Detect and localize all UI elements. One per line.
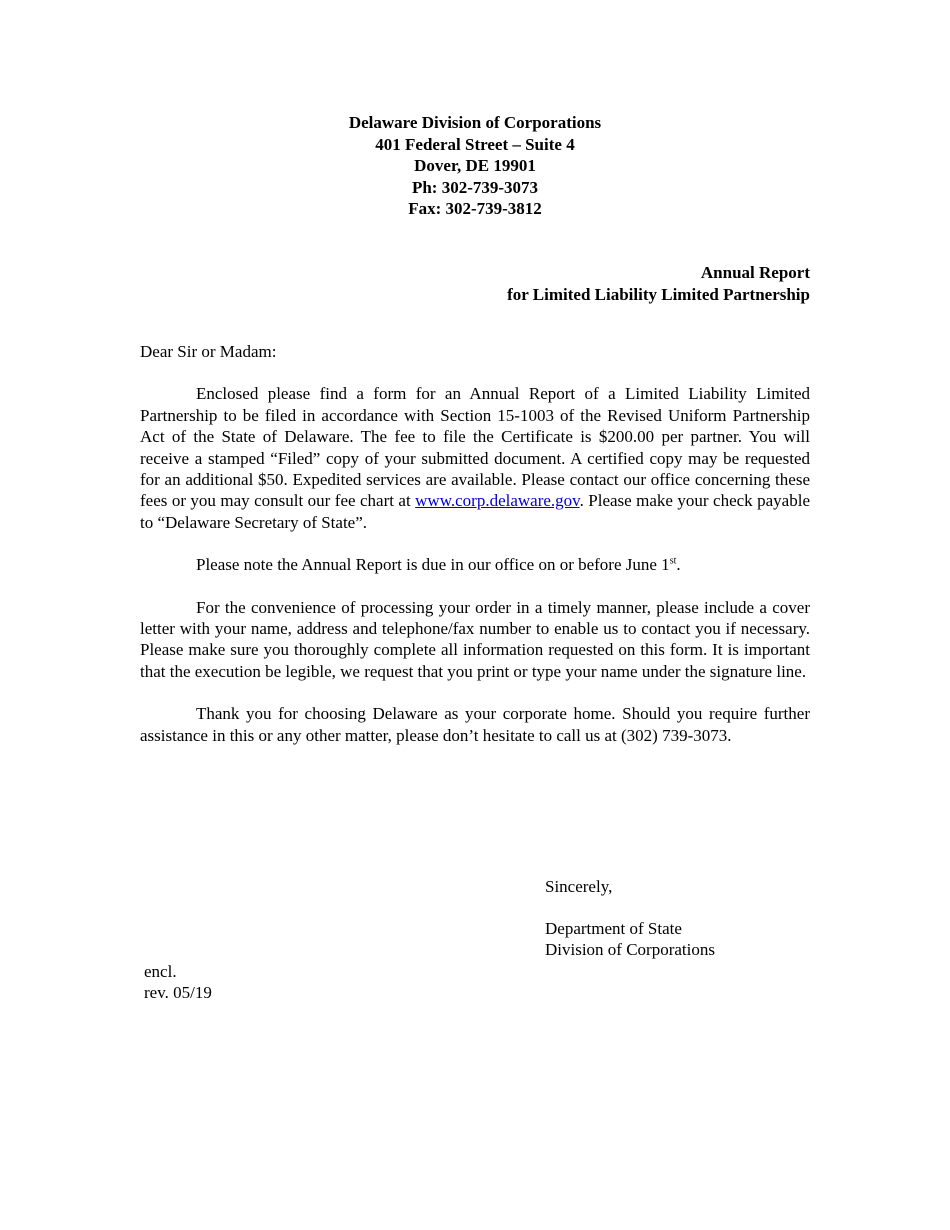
org-name: Delaware Division of Corporations — [348, 113, 602, 132]
closing-block — [545, 876, 715, 960]
title-line-2: for Limited Liability Limited Partnership — [507, 285, 810, 304]
paragraph-fees-text: Enclosed please find a form for an Annual Report of a Limited Liability Limited Partnership to be filed in accordance with Section 15-1003 of the Revised Uniform Partnership Act of the State of Delaware. The fee to file the Certificate is $200.00 per partner. You will receive a stamped “Filed” copy of your submitted document. A certified copy may be requested for an additional $50. Expedited services are available. Please contact our office concerning these fees or you may consult our fee chart at — [140, 384, 810, 511]
closing-department: Department of State — [545, 919, 682, 938]
letter-body — [140, 341, 810, 767]
due-date-suffix: st — [669, 555, 677, 567]
letterhead — [0, 112, 950, 220]
paragraph-thank-you: Thank you for choosing Delaware as your corporate home. Should you require further assistance in this or any other matter, please don’t hesitate to call us at (302) 739-3073. — [140, 704, 810, 745]
salutation: Dear Sir or Madam: — [140, 342, 277, 361]
fax-number: Fax: 302-739-3812 — [408, 199, 542, 218]
website-link[interactable]: www.corp.delaware.gov — [415, 491, 580, 511]
enclosure-note: encl. — [144, 962, 177, 981]
paragraph-fees — [140, 383, 810, 533]
paragraph-processing: For the convenience of processing your order in a timely manner, please include a cover letter with your name, address and telephone/fax number to enable us to contact you if necessary. Please make sure you thoroughly complete all information requested on this form. It is important that the execution be legible, we request that you print or type your name under the signature line. — [140, 597, 810, 681]
phone-number: Ph: 302-739-3073 — [411, 177, 539, 197]
document-title — [507, 262, 810, 306]
revision-note: rev. 05/19 — [144, 983, 212, 1002]
address-line-1: 401 Federal Street – Suite 4 — [375, 134, 575, 154]
footer-notes — [144, 961, 212, 1003]
address-line-2: Dover, DE 19901 — [414, 156, 536, 175]
paragraph-fees-end: . Please make your check payable to “Delaware Secretary of State”. — [140, 491, 810, 532]
due-date-end: . — [676, 555, 681, 575]
title-line-1: Annual Report — [700, 263, 810, 282]
paragraph-due-date — [140, 554, 810, 575]
closing-division: Division of Corporations — [545, 940, 715, 959]
due-date-text: Please note the Annual Report is due in our office on or before June 1 — [196, 555, 670, 575]
closing-sincerely: Sincerely, — [545, 877, 613, 896]
